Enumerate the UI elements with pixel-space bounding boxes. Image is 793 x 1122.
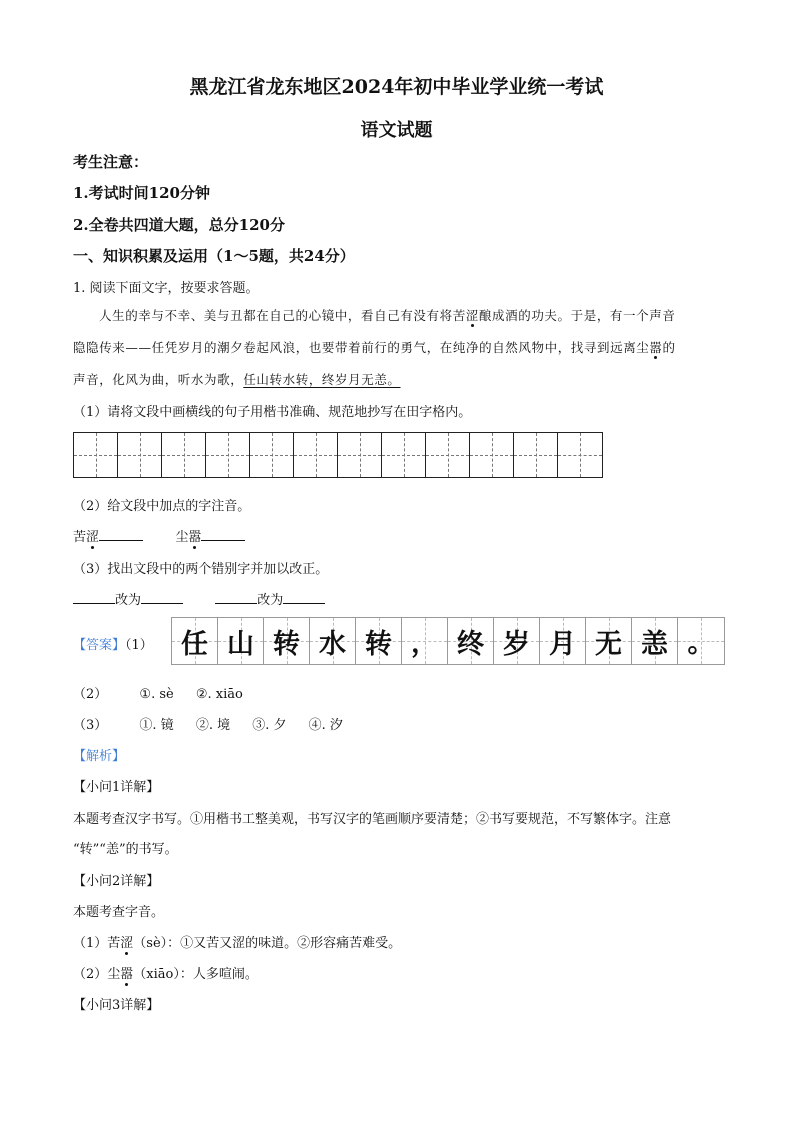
answer-item: ①. sè (139, 687, 174, 702)
grid-cell[interactable] (470, 433, 514, 477)
answer-char: 终 (457, 628, 484, 660)
answer-blank[interactable] (283, 589, 325, 604)
answer-char: 转 (273, 628, 300, 660)
answer-char-cell (586, 618, 632, 664)
answer-char-cell (632, 618, 678, 664)
analysis-label: 【解析】 (73, 749, 126, 764)
passage-line-1 (99, 306, 675, 324)
dotted-char: 涩 (120, 936, 134, 951)
answer-char: 任 (181, 628, 208, 660)
answer-char: 转 (365, 628, 392, 660)
passage-line-2 (73, 338, 676, 356)
answer-char-cell (218, 618, 264, 664)
answer-part-1-label: （1） (125, 638, 153, 653)
notice-item-1: 1.考试时间120分钟 (73, 184, 210, 202)
answer-blank[interactable] (201, 526, 245, 541)
answer-row-1 (73, 634, 153, 653)
q1-sub2: （2）给文段中加点的字注音。 (73, 499, 251, 514)
word-text: 尘 (175, 530, 189, 545)
grid-cell[interactable] (294, 433, 338, 477)
grid-cell[interactable] (74, 433, 118, 477)
q1-sub1: （1）请将文段中画横线的句子用楷书准确、规范地抄写在田字格内。 (73, 405, 472, 420)
answer-item: ②. xiāo (195, 687, 243, 702)
exam-title: 黑龙江省龙东地区2024年初中毕业学业统一考试 (189, 76, 604, 98)
grid-cell[interactable] (382, 433, 426, 477)
answer-blank[interactable] (99, 526, 143, 541)
grid-cell[interactable] (338, 433, 382, 477)
answer-item: ③. 夕 (252, 718, 287, 733)
notice-item-2: 2.全卷共四道大题，总分120分 (73, 216, 285, 234)
answer-blank[interactable] (215, 589, 257, 604)
answer-char-cell (264, 618, 310, 664)
answer-char: 水 (319, 628, 346, 660)
answer-blank[interactable] (73, 589, 115, 604)
analysis-text: （xiāo）：人多喧闹。 (133, 967, 258, 982)
analysis-text: （sè）：①又苦又涩的味道。②形容痛苦难受。 (133, 936, 402, 951)
section-1-heading: 一、知识积累及运用（1～5题，共24分） (73, 247, 355, 265)
answer-char: 。 (687, 628, 715, 659)
analysis-text: （2）尘 (73, 967, 121, 982)
answer-char: 恙 (641, 628, 668, 660)
analysis-sub3-heading: 【小问3详解】 (73, 998, 160, 1013)
answer-char-cell (172, 618, 218, 664)
answer-grid (171, 617, 725, 665)
dotted-char: 嚣 (649, 340, 663, 355)
tianzige-grid[interactable] (73, 432, 603, 478)
grid-cell[interactable] (118, 433, 162, 477)
answer-item: ④. 汐 (308, 718, 343, 733)
passage-line-3 (73, 370, 401, 388)
passage-text: 人生的幸与不幸、美与丑都在自己的心镜中，看自己有没有将苦 (99, 308, 466, 323)
analysis-sub2-line-1: 本题考查字音。 (73, 905, 165, 920)
answer-row-3 (73, 714, 343, 733)
dotted-char: 嚣 (188, 530, 202, 545)
answer-part-label: （2） (73, 687, 108, 702)
dotted-char: 涩 (86, 530, 100, 545)
answer-char-cell (356, 618, 402, 664)
answer-item: ①. 镜 (139, 718, 174, 733)
answer-item: ②. 境 (195, 718, 231, 733)
answer-row-2 (73, 683, 243, 702)
answer-char-cell (448, 618, 494, 664)
grid-cell[interactable] (558, 433, 602, 477)
analysis-sub2-heading: 【小问2详解】 (73, 874, 160, 889)
q1-sub2-blanks (73, 526, 245, 545)
analysis-sub1-heading: 【小问1详解】 (73, 780, 160, 795)
grid-cell[interactable] (162, 433, 206, 477)
analysis-sub1-line-1: 本题考查汉字书写。①用楷书工整美观，书写汉字的笔画顺序要清楚；②书写要规范，不写繁体字。注意 (73, 812, 672, 827)
passage-text: 隐隐传来——任凭岁月的潮夕卷起风浪，也要带着前行的勇气，在纯净的自然风物中，找寻到远离尘 (73, 340, 650, 355)
grid-cell[interactable] (250, 433, 294, 477)
answer-char: 月 (549, 628, 576, 660)
answer-char: ， (411, 628, 438, 659)
answer-char-cell (678, 618, 724, 664)
answer-char-cell (540, 618, 586, 664)
answer-blank[interactable] (141, 589, 183, 604)
word-text: 苦 (73, 530, 87, 545)
answer-char: 岁 (503, 628, 530, 660)
answer-part-label: （3） (73, 718, 108, 733)
answer-char-cell (494, 618, 540, 664)
analysis-sub2-line-3 (73, 963, 258, 982)
analysis-sub1-line-2: “转”“恙”的书写。 (73, 842, 178, 857)
analysis-sub2-line-2 (73, 932, 401, 951)
passage-text: 的 (662, 340, 676, 355)
grid-cell[interactable] (206, 433, 250, 477)
q1-sub3-blanks (73, 589, 325, 608)
passage-text: 声音，化风为曲，听水为歌， (73, 372, 244, 387)
dotted-char: 涩 (465, 308, 479, 323)
passage-text: 酿成酒的功夫。于是，有一个声音 (478, 308, 676, 323)
change-to-label: 改为 (115, 593, 142, 608)
exam-subtitle: 语文试题 (360, 120, 433, 141)
answer-char-cell (402, 618, 448, 664)
q1-sub3: （3）找出文段中的两个错别字并加以改正。 (73, 562, 329, 577)
dotted-char: 嚣 (120, 967, 134, 982)
answer-char-cell (310, 618, 356, 664)
change-to-label: 改为 (257, 593, 284, 608)
answer-char: 山 (227, 628, 254, 660)
underlined-sentence: 任山转水转，终岁月无恙。 (243, 372, 401, 387)
grid-cell[interactable] (426, 433, 470, 477)
notice-heading: 考生注意： (73, 153, 149, 171)
q1-prompt: 1. 阅读下面文字，按要求答题。 (73, 281, 259, 296)
answer-char: 无 (595, 628, 622, 660)
answer-label: 【答案】 (73, 638, 126, 653)
analysis-text: （1）苦 (73, 936, 121, 951)
grid-cell[interactable] (514, 433, 558, 477)
